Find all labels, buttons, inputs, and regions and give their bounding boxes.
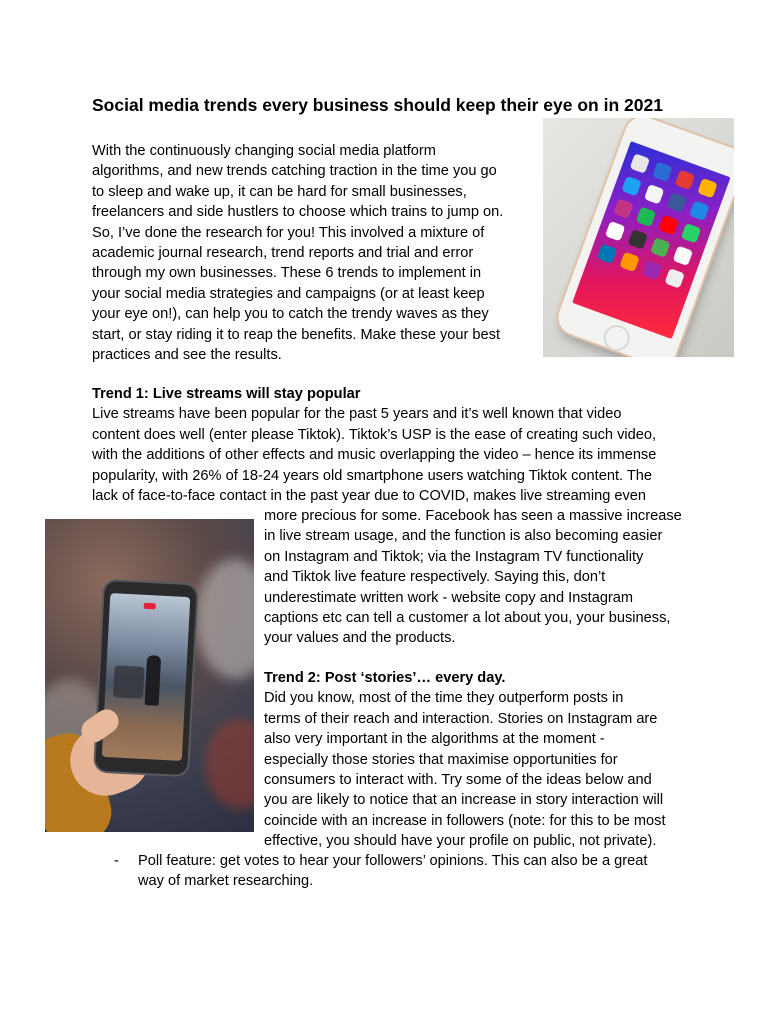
smartphone-apps-photo <box>543 118 734 357</box>
text-line: your values and the products. <box>264 630 456 647</box>
live-stream-phone-photo <box>45 519 254 832</box>
app-icon <box>597 243 618 264</box>
bullet-dash: - <box>114 853 119 869</box>
text-line: consumers to interact with. Try some of the ideas below and <box>264 772 652 789</box>
text-line: practices and see the results. <box>92 347 282 364</box>
app-icon <box>621 176 642 197</box>
text-line: especially those stories that maximise opportunities for <box>264 751 618 768</box>
app-icon <box>652 161 673 182</box>
text-line: you are likely to notice that an increase in story interaction will <box>264 792 664 809</box>
text-line: your social media strategies and campaigns (or at least keep <box>92 285 485 302</box>
background-blur <box>195 559 254 679</box>
app-icon <box>642 260 663 281</box>
text-line: through my own businesses. These 6 trends to implement in <box>92 265 482 282</box>
app-icon <box>619 252 640 273</box>
trend-1-heading: Trend 1: Live streams will stay popular <box>92 386 361 402</box>
trend-1-continued <box>264 506 696 649</box>
text-line: Live streams have been popular for the past 5 years and it’s well known that video <box>92 406 622 423</box>
text-line: your eye on!), can help you to catch the trendy waves as they <box>92 306 489 323</box>
bullet-text <box>138 851 704 892</box>
phone-screen <box>102 593 190 761</box>
home-button <box>600 321 633 354</box>
app-icon <box>630 153 651 174</box>
text-line: Poll feature: get votes to hear your followers’ opinions. This can also be a great <box>138 853 648 869</box>
app-icon <box>666 192 687 213</box>
text-line: way of market researching. <box>138 873 314 890</box>
app-icon <box>664 268 685 289</box>
text-line: with the additions of other effects and music overlapping the video – hence its immense <box>92 447 657 464</box>
crowd <box>113 665 145 699</box>
text-line: popularity, with 26% of 18-24 years old smartphone users watching Tiktok content. The <box>92 467 652 484</box>
text-line: coincide with an increase in followers (note: for this to be most <box>264 812 666 829</box>
app-icon <box>644 184 665 205</box>
app-icon <box>675 170 696 191</box>
app-icon <box>658 215 679 236</box>
text-line: content does well (enter please Tiktok). Tiktok’s USP is the ease of creating such video, <box>92 426 657 443</box>
app-icon <box>605 221 626 242</box>
text-line: academic journal research, trend reports and trial and error <box>92 245 474 262</box>
app-icon <box>681 223 702 244</box>
phone-screen <box>572 141 730 339</box>
text-line: more precious for some. Facebook has seen a massive increase <box>264 508 682 524</box>
app-icon <box>673 246 694 267</box>
text-line: underestimate written work - website copy and Instagram <box>264 589 634 606</box>
text-line: algorithms, and new trends catching traction in the time you go <box>92 163 497 180</box>
text-line: lack of face-to-face contact in the past year due to COVID, makes live streaming even <box>92 488 647 505</box>
background-blur <box>205 719 254 809</box>
app-icon <box>613 198 634 219</box>
trend-2-heading: Trend 2: Post ‘stories’… every day. <box>264 670 506 686</box>
document-title: Social media trends every business should keep their eye on in 2021 <box>92 95 663 115</box>
trend-2-section <box>264 668 696 852</box>
intro-paragraph <box>92 141 532 365</box>
text-line: terms of their reach and interaction. Stories on Instagram are <box>264 710 658 727</box>
live-indicator <box>144 603 156 610</box>
text-line: on Instagram and Tiktok; via the Instagram TV functionality <box>264 548 644 565</box>
smartphone <box>553 118 734 357</box>
smartphone <box>95 581 197 776</box>
app-icon <box>650 237 671 258</box>
text-line: captions etc can tell a customer a lot about you, your business, <box>264 610 671 627</box>
text-line: With the continuously changing social media platform <box>92 143 436 159</box>
text-line: So, I’ve done the research for you! This involved a mixture of <box>92 224 485 241</box>
text-line: effective, you should have your profile on public, not private). <box>264 833 657 850</box>
trend-1-section <box>92 384 696 506</box>
text-line: start, or stay riding it to reap the benefits. Make these your best <box>92 326 501 343</box>
text-line: also very important in the algorithms at the moment - <box>264 731 605 748</box>
bullet-item <box>114 851 704 892</box>
text-line: Did you know, most of the time they outperform posts in <box>264 690 624 707</box>
text-line: in live stream usage, and the function is also becoming easier <box>264 528 663 545</box>
app-icon <box>689 200 710 221</box>
text-line: and Tiktok live feature respectively. Saying this, don’t <box>264 569 606 586</box>
person <box>145 655 162 706</box>
app-icon <box>697 178 718 199</box>
text-line: to sleep and wake up, it can be hard for small businesses, <box>92 183 467 200</box>
app-icon <box>628 229 649 250</box>
text-line: freelancers and side hustlers to choose which trains to jump on. <box>92 204 504 221</box>
app-icon-grid <box>597 153 722 290</box>
app-icon <box>636 207 657 228</box>
